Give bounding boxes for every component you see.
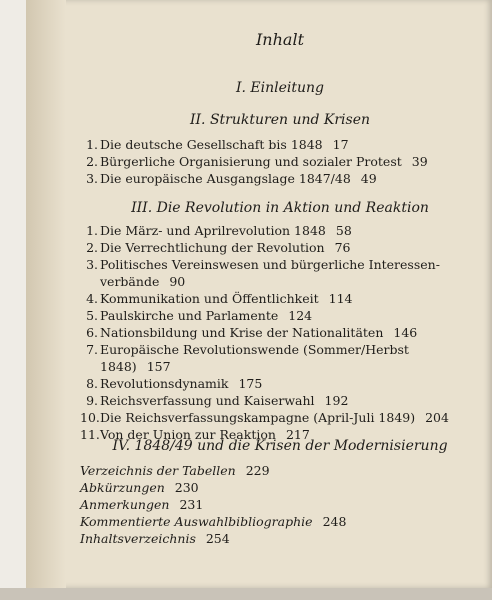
book-page xyxy=(26,0,492,588)
toc-entry: 2. Die Verrechtlichung der Revolution 76 xyxy=(86,240,351,255)
back-matter-entry: Abkürzungen 230 xyxy=(80,480,199,495)
toc-entry: 5. Paulskirche und Parlamente 124 xyxy=(86,308,313,323)
toc-entry: 1. Die deutsche Gesellschaft bis 1848 17 xyxy=(86,137,349,152)
back-matter-entry: Anmerkungen 231 xyxy=(80,497,204,512)
page-title: Inhalt xyxy=(255,30,304,49)
page-bottom-edge xyxy=(0,588,492,600)
toc-entry: 10. Die Reichsverfassungskampagne (April-Juli 1849) 204 xyxy=(80,410,449,425)
back-matter-entry: Kommentierte Auswahlbibliographie 248 xyxy=(80,514,347,529)
toc-entry: 9. Reichsverfassung und Kaiserwahl 192 xyxy=(86,393,349,408)
toc-entry: 8. Revolutionsdynamik 175 xyxy=(86,376,263,391)
toc-entry: 2. Bürgerliche Organisierung und sozialer Protest 39 xyxy=(86,154,428,169)
section-heading-4: IV. 1848/49 und die Krisen der Modernisierung xyxy=(112,438,448,454)
page-gutter xyxy=(26,0,66,588)
back-matter-entry: Inhaltsverzeichnis 254 xyxy=(80,531,230,546)
back-matter-list xyxy=(80,462,460,547)
section-2-list xyxy=(80,136,480,187)
toc-entry: 7. Europäische Revolutionswende (Sommer/Herbst 1848) 157 xyxy=(86,342,409,374)
section-heading-2: II. Strukturen und Krisen xyxy=(189,112,371,128)
toc-entry: 3. Die europäische Ausgangslage 1847/48 49 xyxy=(86,171,377,186)
toc-entry: 3. Politisches Vereinswesen und bürgerliche Interessen-verbände 90 xyxy=(86,257,440,289)
toc-entry: 6. Nationsbildung und Krise der Nationalitäten 146 xyxy=(86,325,418,340)
back-matter-entry: Verzeichnis der Tabellen 229 xyxy=(80,463,270,478)
section-heading-3: III. Die Revolution in Aktion und Reaktion xyxy=(131,200,429,216)
toc-entry: 1. Die März- und Aprilrevolution 1848 58 xyxy=(86,223,352,238)
toc-entry: 4. Kommunikation und Öffentlichkeit 114 xyxy=(86,291,353,306)
section-3-list xyxy=(80,222,480,443)
toc-entry: 11. Von der Union zur Reaktion 217 xyxy=(80,427,310,442)
section-heading-1: I. Einleitung xyxy=(235,80,324,96)
